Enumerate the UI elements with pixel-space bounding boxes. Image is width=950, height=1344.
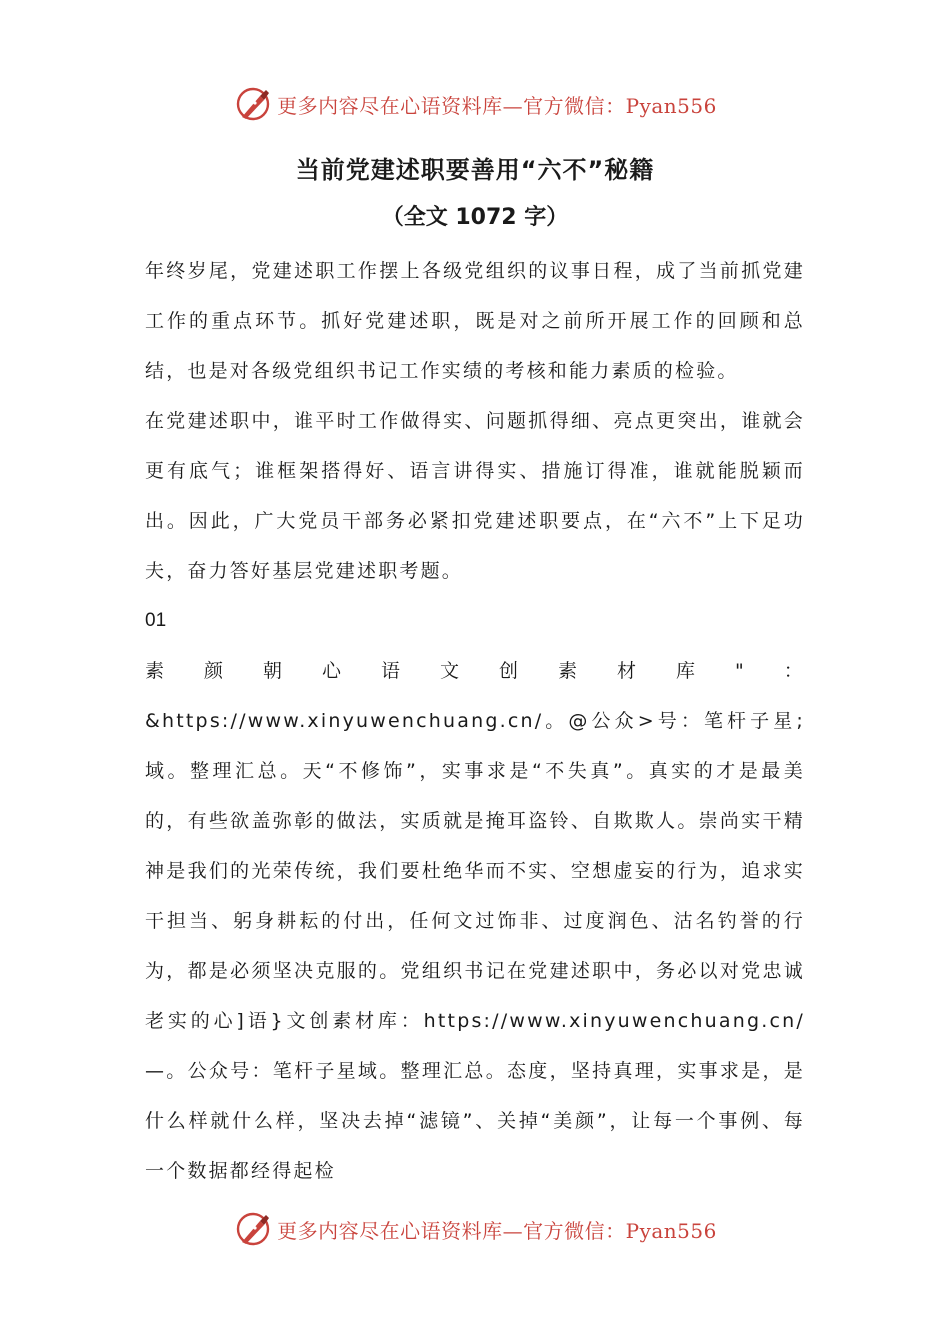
paragraph-intro: 年终岁尾，党建述职工作摆上各级党组织的议事日程，成了当前抓党建工作的重点环节。抓好党建述职，既是对之前所开展工作的回顾和总结，也是对各级党组织书记工作实绩的考核和能力素质的检验。: [145, 260, 805, 382]
document-title: 当前党建述职要善用“六不”秘籍: [295, 156, 655, 184]
header-watermark-banner: [0, 82, 950, 126]
watermark-text: 更多内容尽在心语资料库—官方微信：Pyan556: [277, 1218, 717, 1243]
paragraph-section-1: 素颜朝心语文创素材库"：&https://www.xinyuwenchuang.cn/。@公众>号：笔杆子星;域。整理汇总。天“不修饰”，实事求是“不失真”。真实的才是最美的，有些欲盖弥彰的做法，实质就是掩耳盗铃、自欺欺人。崇尚实干精神是我们的光荣传统，我们要杜绝华而不实、空想虚妄的行为，追求实干担当、躬身耕耘的付出，任何文过饰非、过度润色、沽名钓誉的行为，都是必须坚决克服的。党组织书记在党建述职中，务必以对党忠诚老实的心]语}文创素材库：https://www.xinyuwenchuang.cn/—。公众号：笔杆子星域。整理汇总。态度，坚持真理，实事求是，是什么样就什么样，坚决去掉“滤镜”、关掉“美颜”，让每一个事例、每一个数据都经得起检: [145, 660, 805, 1182]
pen-nib-logo-icon: [233, 84, 273, 124]
pen-nib-logo-icon: [233, 1209, 273, 1249]
paragraph-context: 在党建述职中，谁平时工作做得实、问题抓得细、亮点更突出，谁就会更有底气；谁框架搭得好、语言讲得实、措施订得准，谁就能脱颖而出。因此，广大党员干部务必紧扣党建述职要点，在“六不”上下足功夫，奋力答好基层党建述职考题。: [145, 410, 805, 582]
watermark-text: 更多内容尽在心语资料库—官方微信：Pyan556: [277, 93, 717, 118]
document-subtitle: （全文 1072 字）: [381, 205, 569, 230]
footer-watermark-banner: [0, 1207, 950, 1251]
document-body: [145, 246, 805, 1196]
section-number: 01: [145, 610, 167, 631]
